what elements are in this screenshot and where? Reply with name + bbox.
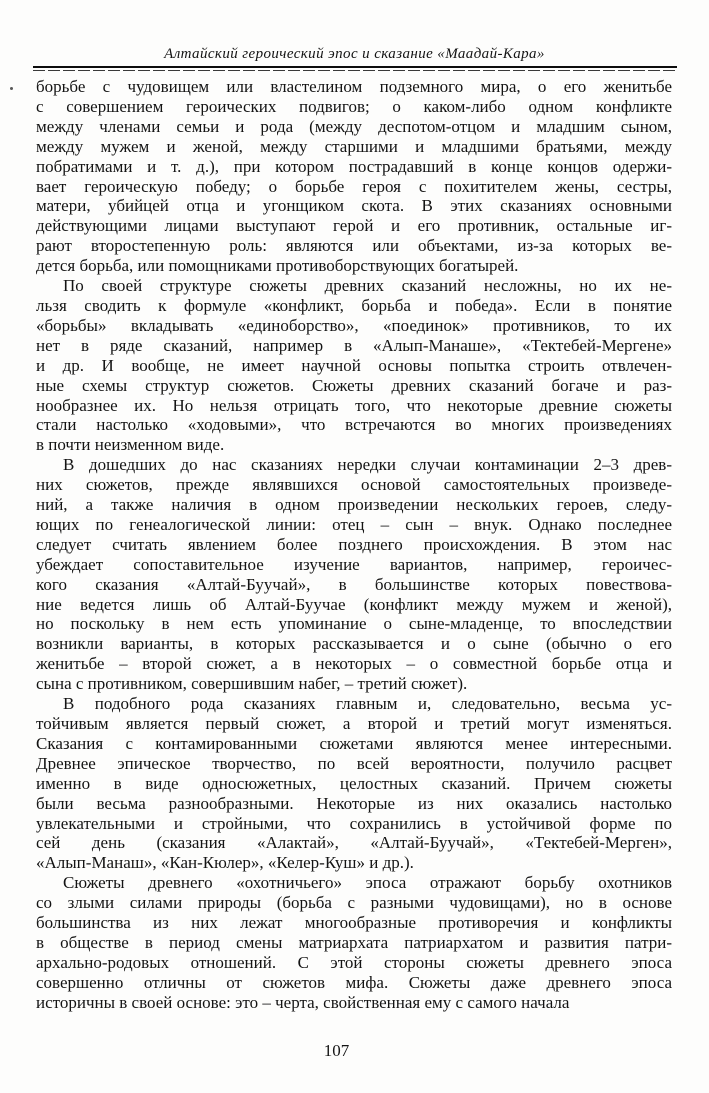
paragraph	[36, 455, 672, 694]
text-line: стали настолько «ходовыми», что встречаются во многих произведениях	[36, 415, 672, 435]
text-line: ний, а также наличия в одном произведении нескольких героев, следу-	[36, 495, 672, 515]
text-line: и др. И вообще, не имеет научной основы попытка строить отвлечен-	[36, 355, 672, 375]
header-rule-thin-line	[33, 70, 677, 71]
text-line: Сказания с контамированными сюжетами являются менее интересными.	[36, 733, 672, 753]
header-rule	[33, 66, 677, 71]
page-number: 107	[323, 1041, 350, 1060]
text-line: В подобного рода сказаниях главным и, следовательно, весьма ус-	[63, 694, 672, 714]
running-head-title: Алтайский героический эпос и сказание «Маадай-Кара»	[164, 46, 545, 62]
text-line: но поскольку в нем есть упоминание о сыне-младенце, то впоследствии	[36, 614, 672, 634]
text-line: в обществе в период смены матриархата патриархатом и развития патри-	[36, 932, 672, 952]
text-line: именно в виде односюжетных, целостных сказаний. Причем сюжеты	[36, 773, 672, 793]
text-line: сына с противником, совершившим набег, – третий сюжет).	[36, 674, 468, 694]
text-line: вает героическую победу; о борьбе героя с похитителем жены, сестры,	[36, 176, 672, 196]
paragraph	[36, 276, 672, 455]
paragraph	[36, 873, 672, 1012]
text-line: были весьма разнообразными. Некоторые из них оказались настолько	[36, 793, 672, 813]
paragraph	[36, 77, 672, 276]
text-line: в почти неизменном виде.	[36, 435, 225, 455]
text-line: Сюжеты древнего «охотничьего» эпоса отражают борьбу охотников	[63, 873, 672, 893]
text-line: кого сказания «Алтай-Буучай», в большинстве которых повествова-	[36, 574, 672, 594]
text-line: нет в ряде сказаний, например в «Алып-Манаше», «Тектебей-Мергене»	[36, 335, 672, 355]
text-line: увлекательными и стройными, что сохранились в устойчивой форме по	[36, 813, 672, 833]
text-line: убеждает сопоставительное изучение вариантов, например, героичес-	[36, 554, 672, 574]
text-line: с совершением героических подвигов; о каком-либо одном конфликте	[36, 96, 672, 116]
header-rule-thick-line	[33, 66, 677, 68]
text-line: следует считать явлением более позднего происхождения. В этом нас	[36, 534, 672, 554]
text-line: архально-родовых отношений. С этой стороны сюжеты древнего эпоса	[36, 952, 672, 972]
text-line: сей день (сказания «Алактай», «Алтай-Буучай», «Тектебей-Мерген»,	[36, 833, 672, 853]
text-line: По своей структуре сюжеты древних сказаний несложны, но их не-	[63, 276, 672, 296]
text-line: возникли варианты, в которых рассказывается и о сыне (обычно о его	[36, 634, 672, 654]
paragraph	[36, 694, 672, 873]
text-line: «Алып-Манаш», «Кан-Кюлер», «Келер-Куш» и др.).	[36, 853, 414, 873]
text-line: побратимами и т. д.), при котором пострадавший в конце концов одержи-	[36, 156, 672, 176]
text-line: совершенно отличны от сюжетов мифа. Сюжеты даже древнего эпоса	[36, 972, 672, 992]
text-line: нообразнее их. Но нельзя отрицать того, что некоторые древние сюжеты	[36, 395, 672, 415]
text-line: ние ведется лишь об Алтай-Буучае (конфликт между мужем и женой),	[36, 594, 672, 614]
body-text	[36, 77, 672, 1013]
text-line: льзя сводить к формуле «конфликт, борьба и победа». Если в понятие	[36, 295, 672, 315]
scan-artifact-dot	[10, 87, 13, 90]
text-line: историчны в своей основе: это – черта, свойственная ему с самого начала	[36, 992, 570, 1012]
text-line: ющих по генеалогической линии: отец – сын – внук. Однако последнее	[36, 514, 672, 534]
text-line: между мужем и женой, между старшими и младшими братьями, между	[36, 136, 672, 156]
text-line: дется борьба, или помощниками противоборствующих богатырей.	[36, 256, 519, 276]
text-line: тойчивым является первый сюжет, а второй и третий могут изменяться.	[36, 714, 672, 733]
text-line: В дошедших до нас сказаниях нередки случаи контаминации 2–3 древ-	[63, 455, 672, 475]
text-line: матери, убийцей отца и угонщиком скота. В этих сказаниях основными	[36, 196, 672, 216]
text-line: действующими лицами выступают герой и его противник, остальные иг-	[36, 216, 672, 236]
text-line: между членами семьи и рода (между деспотом-отцом и младшим сыном,	[36, 116, 672, 136]
text-line: них сюжетов, прежде являвшихся основой самостоятельных произведе-	[36, 475, 672, 495]
text-line: борьбе с чудовищем или властелином подземного мира, о его женитьбе	[36, 77, 672, 96]
text-line: ные схемы структур сюжетов. Сюжеты древних сказаний богаче и раз-	[36, 375, 672, 395]
text-line: большинства из них лежат многообразные противоречия и конфликты	[36, 913, 672, 933]
text-line: рают второстепенную роль: являются или объектами, из-за которых ве-	[36, 236, 672, 256]
text-line: женитьбе – второй сюжет, а в некоторых – о совместной борьбе отца и	[36, 654, 672, 674]
text-line: со злыми силами природы (борьба с разными чудовищами), но в основе	[36, 893, 672, 913]
text-line: Древнее эпическое творчество, по всей вероятности, получило расцвет	[36, 753, 672, 773]
text-line: «борьбы» вкладывать «единоборство», «поединок» противников, то их	[36, 315, 672, 335]
